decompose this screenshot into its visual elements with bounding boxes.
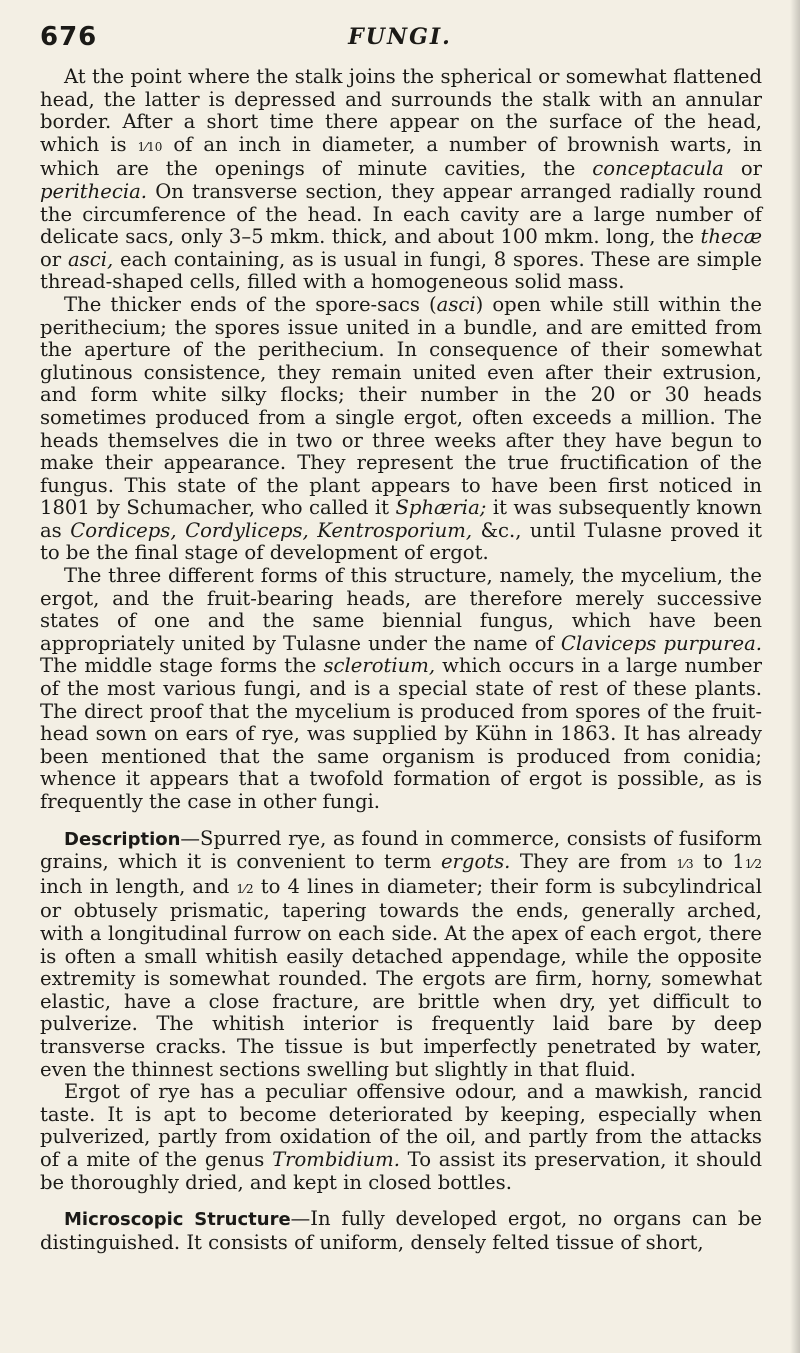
paragraph-spore-sacs: The thicker ends of the spore-sacs (asci) open while still within the perithecium; the spores issue united in a bundle, and are emitted from the aperture of the perithecium. In consequence of their somewhat glutinous consistence, they remain united even after their extrusion, and form white silky flocks; their number in the 20 or 30 heads sometimes produced from a single ergot, often exceeds a million. The heads themselves die in two or three weeks after they have begun to make their appearance. They represent the true fructification of the fungus. This state of the plant appears to have been first noticed in 1801 by Schumacher, who called it Sphæria; it was subsequently known as Cordiceps, Cordyliceps, Kentrosporium, &c., until Tulasne proved it to be the final stage of development of ergot. xyxy=(40,292,763,565)
term-sclerotium: sclerotium, xyxy=(323,654,436,678)
term-claviceps-purpurea: Claviceps purpurea. xyxy=(560,631,763,655)
term-ergots: ergots. xyxy=(440,850,511,874)
fraction: 1⁄2 xyxy=(236,881,254,896)
term-sphaeria: Sphæria; xyxy=(395,496,487,520)
term-cordiceps: Cordiceps, Cordyliceps, Kentrosporium, xyxy=(70,518,473,542)
term-conceptacula: conceptacula xyxy=(592,157,724,181)
page-body xyxy=(40,66,762,1254)
paragraph-odour-taste: Ergot of rye has a peculiar offensive odour, and a mawkish, rancid taste. It is apt to become deteriorated by keeping, especially when pulverized, partly from oxidation of the oil, and partly from the attacks of a mite of the genus Trombidium. To assist its preservation, it should be thoroughly dried, and kept in closed bottles. xyxy=(40,1080,762,1194)
term-trombidium: Trombidium. xyxy=(272,1147,400,1171)
paragraph-microscopic-structure: Microscopic Structure—In fully developed ergot, no organs can be distinguished. It consists of uniform, densely felted tissue of short, xyxy=(40,1207,762,1254)
paragraph-description: Description—Spurred rye, as found in commerce, consists of fusiform grains, which it is convenient to term ergots. They are from 1⁄3 to 11⁄2 inch in length, and 1⁄2 to 4 lines in diameter; their form is subcylindrical or obtusely prismatic, tapering towards the ends, generally arched, with a longitudinal furrow on each side. At the apex of each ergot, there is often a small whitish easily detached appendage, while the opposite extremity is somewhat rounded. The ergots are firm, horny, somewhat elastic, have a close fracture, are brittle when dry, yet difficult to pulverize. The whitish interior is frequently laid bare by deep transverse cracks. The tissue is but imperfectly penetrated by water, even the thinnest sections swelling but slightly in that fluid. xyxy=(40,826,763,1081)
fraction: 1⁄3 xyxy=(676,857,694,872)
term-perithecia: perithecia. xyxy=(40,179,148,203)
page-header xyxy=(40,22,760,56)
paragraph-head-structure: At the point where the stalk joins the spherical or somewhat flattened head, the latter is depressed and surrounds the stalk with an annular border. After a short time there appear on the surface of the head, which is 1⁄10 of an inch in diameter, a number of brownish warts, in which are the openings of minute cavities, the conceptacula or perithecia. On transverse section, they appear arranged radially round the circumference of the head. In each cavity are a large number of delicate sacs, only 3–5 mkm. thick, and about 100 mkm. long, the thecæ or asci, each containing, as is usual in fungi, 8 spores. These are simple thread-shaped cells, filled with a homogeneous solid mass. xyxy=(40,65,762,294)
term-thecae: thecæ xyxy=(700,225,762,249)
fraction: 1⁄10 xyxy=(137,139,163,154)
page-edge-shadow xyxy=(790,0,800,1353)
section-heading-description: Description xyxy=(64,828,181,850)
running-title: FUNGI. xyxy=(348,24,452,50)
term-asci: asci xyxy=(436,292,476,316)
section-heading-microscopic: Microscopic Structure xyxy=(64,1209,291,1231)
page-number: 676 xyxy=(40,22,98,52)
fraction: 1⁄2 xyxy=(744,857,763,872)
paragraph-three-forms: The three different forms of this structure, namely, the mycelium, the ergot, and the fruit-bearing heads, are therefore merely successive states of one and the same biennial fungus, which have been appropriately united by Tulasne under the name of Claviceps purpurea. The middle stage forms the sclerotium, which occurs in a large number of the most various fungi, and is a special state of rest of these plants. The direct proof that the mycelium is produced from spores of the fruit-head sown on ears of rye, was supplied by Kühn in 1863. It has already been mentioned that the same organism is produced from conidia; whence it appears that a twofold formation of ergot is possible, as is frequently the case in other fungi. xyxy=(40,564,763,813)
term-asci: asci, xyxy=(67,247,114,271)
